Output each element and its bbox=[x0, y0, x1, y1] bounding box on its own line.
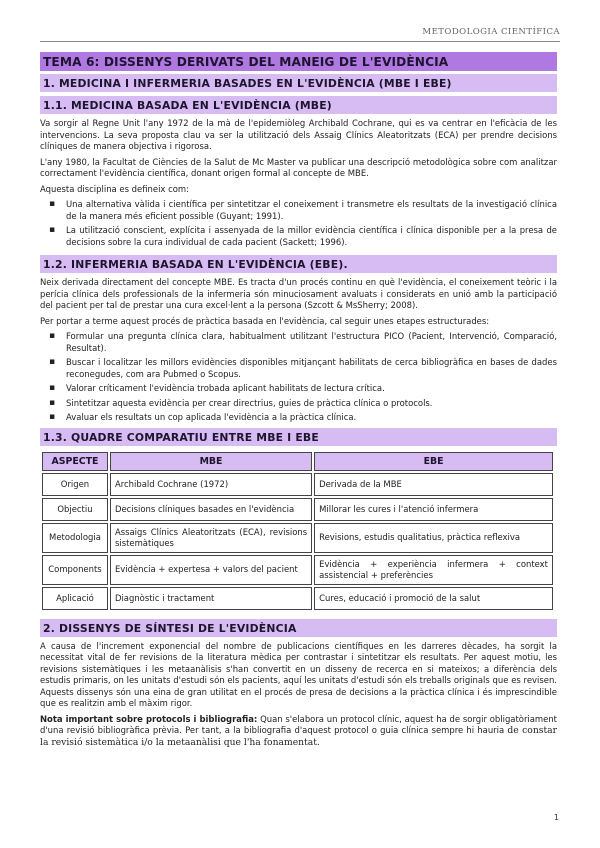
section-2-heading: 2. DISSENYS DE SÍNTESI DE L'EVIDÈNCIA bbox=[40, 619, 557, 637]
paragraph: Per portar a terme aquest procés de pràctica basada en l'evidència, cal seguir unes etapes estructurades: bbox=[40, 315, 490, 326]
definition-list bbox=[40, 199, 557, 248]
list-item: ▪ Formular una pregunta clínica clara, habitualment utilitzant l'estructura PICO (Pacient, Intervenció, Comparació, Resultat). bbox=[66, 331, 557, 354]
table-row bbox=[42, 587, 553, 610]
paragraph: Neix derivada directament del concepte MBE. Es tracta d'un procés continu en què l'evidència, el coneixement teòric i la perícia clínica dels professionals de la infermeria són minuciosament avaluats i considerats en unió amb la participació del pacient per tal de prestar una cura excel·lent a la persona (Szcott & MsSherry; 2008). bbox=[40, 277, 557, 310]
header-rule bbox=[40, 41, 560, 42]
ebe-cell: Revisions, estudis qualitatius, pràctica reflexiva bbox=[314, 523, 553, 553]
table-row bbox=[42, 473, 553, 496]
aspect-cell: Aplicació bbox=[42, 587, 108, 610]
running-header: METODOLOGIA CIENTÍFICA bbox=[422, 27, 560, 37]
table-row bbox=[42, 498, 553, 521]
document-body bbox=[40, 52, 557, 752]
aspect-cell: Origen bbox=[42, 473, 108, 496]
paragraph: Va sorgir al Regne Unit l'any 1972 de la mà de l'epidemiòleg Archibald Cochrane, qui es va centrar en l'eficàcia de les intervencions. La seva proposta clau va ser la utilització dels Assaig Clínics Aleatoritzats (ECA) per prendre decisions clíniques de manera objectiva i rigorosa. bbox=[40, 118, 557, 151]
ebe-cell: Evidència + experiència infermera + context assistencial + preferències bbox=[314, 555, 553, 585]
ebe-cell: Millorar les cures i l'atenció infermera bbox=[314, 498, 553, 521]
ebe-cell: Cures, educació i promoció de la salut bbox=[314, 587, 553, 610]
list-item: ▪ Sintetitzar aquesta evidència per crear directrius, guies de pràctica clínica o protocols. bbox=[66, 398, 557, 410]
column-header: ASPECTE bbox=[42, 452, 108, 471]
note-paragraph bbox=[40, 714, 557, 749]
note-tail: de constar la revisió sistemàtica i/o la metaanàlisi que l'ha fonamentat. bbox=[40, 725, 558, 748]
paragraph: L'any 1980, la Facultat de Ciències de la Salut de Mc Master va publicar una descripció metodològica sobre com analitzar correctament l'evidència científica, donant origen formal al concepte de MBE. bbox=[40, 156, 557, 178]
mbe-cell: Archibald Cochrane (1972) bbox=[110, 473, 312, 496]
mbe-cell: Decisions clíniques basades en l'evidència bbox=[110, 498, 312, 521]
page-number: 1 bbox=[553, 813, 559, 822]
aspect-cell: Metodologia bbox=[42, 523, 108, 553]
table-row bbox=[42, 523, 553, 553]
section-1-heading: 1. MEDICINA I INFERMERIA BASADES EN L'EVIDÈNCIA (MBE I EBE) bbox=[40, 74, 557, 92]
column-header: MBE bbox=[110, 452, 312, 471]
steps-list bbox=[40, 331, 557, 424]
mbe-cell: Evidència + expertesa + valors del pacient bbox=[110, 555, 312, 585]
comparison-table bbox=[40, 450, 555, 612]
list-item: ▪ Valorar críticament l'evidència trobada aplicant habilitats de lectura crítica. bbox=[66, 383, 557, 395]
aspect-cell: Components bbox=[42, 555, 108, 585]
main-title: TEMA 6: DISSENYS DERIVATS DEL MANEIG DE L'EVIDÈNCIA bbox=[40, 52, 557, 71]
table-row bbox=[42, 555, 553, 585]
table-header-row bbox=[42, 452, 553, 471]
paragraph: A causa de l'increment exponencial del nombre de publicacions científiques en les darreres dècades, ha sorgit la necessitat vital de fer revisions de la literatura mèdica per contrastar i sintetitzar els resultats. Per aquest motiu, les revisions sistemàtiques i les metaanàlisis s'han convertit en un disseny de recerca en si mateixos; a diferència dels estudis primaris, on les unitats d'estudi són els pacients, aquí les unitats d'estudi són els treballs originals que es revisen. Aquests dissenys són una eina de gran utilitat en el procés de presa de decisions a la pràctica clínica i és imprescindible que es realitzin amb el màxim rigor. bbox=[40, 640, 557, 708]
mbe-cell: Assaigs Clínics Aleatoritzats (ECA), revisions sistemàtiques bbox=[110, 523, 312, 553]
paragraph: Aquesta disciplina es defineix com: bbox=[40, 183, 189, 194]
subsection-1-1-heading: 1.1. MEDICINA BASADA EN L'EVIDÈNCIA (MBE) bbox=[40, 96, 557, 114]
list-item: ▪ La utilització conscient, explícita i assenyada de la millor evidència científica i clínica disponible per a la presa de decisions sobre la cura individual de cada pacient (Sackett; 1996). bbox=[66, 225, 557, 248]
mbe-cell: Diagnòstic i tractament bbox=[110, 587, 312, 610]
subsection-1-2-heading: 1.2. INFERMERIA BASADA EN L'EVIDÈNCIA (EBE). bbox=[40, 255, 557, 273]
column-header: EBE bbox=[314, 452, 553, 471]
aspect-cell: Objectiu bbox=[42, 498, 108, 521]
list-item: ▪ Buscar i localitzar les millors evidències disponibles mitjançant habilitats de cerca bibliogràfica en bases de dades reconegudes, com ara Pubmed o Scopus. bbox=[66, 357, 557, 380]
subsection-1-3-heading: 1.3. QUADRE COMPARATIU ENTRE MBE I EBE bbox=[40, 428, 557, 446]
list-item: ▪ Avaluar els resultats un cop aplicada l'evidència a la pràctica clínica. bbox=[66, 412, 557, 424]
list-item: ▪ Una alternativa vàlida i científica per sintetitzar el coneixement i transmetre els resultats de la investigació clínica de la manera més eficient possible (Guyant; 1991). bbox=[66, 199, 557, 222]
note-text: Quan s'elabora un protocol clínic, aquest ha de sorgir obligatòriament d'una revisió bibliogràfica prèvia. Per tant, a la bibliografia d'aquest protocol o guia clínica sempre hi hauria bbox=[40, 713, 557, 735]
note-label: Nota important sobre protocols i bibliografia: bbox=[40, 713, 258, 724]
ebe-cell: Derivada de la MBE bbox=[314, 473, 553, 496]
